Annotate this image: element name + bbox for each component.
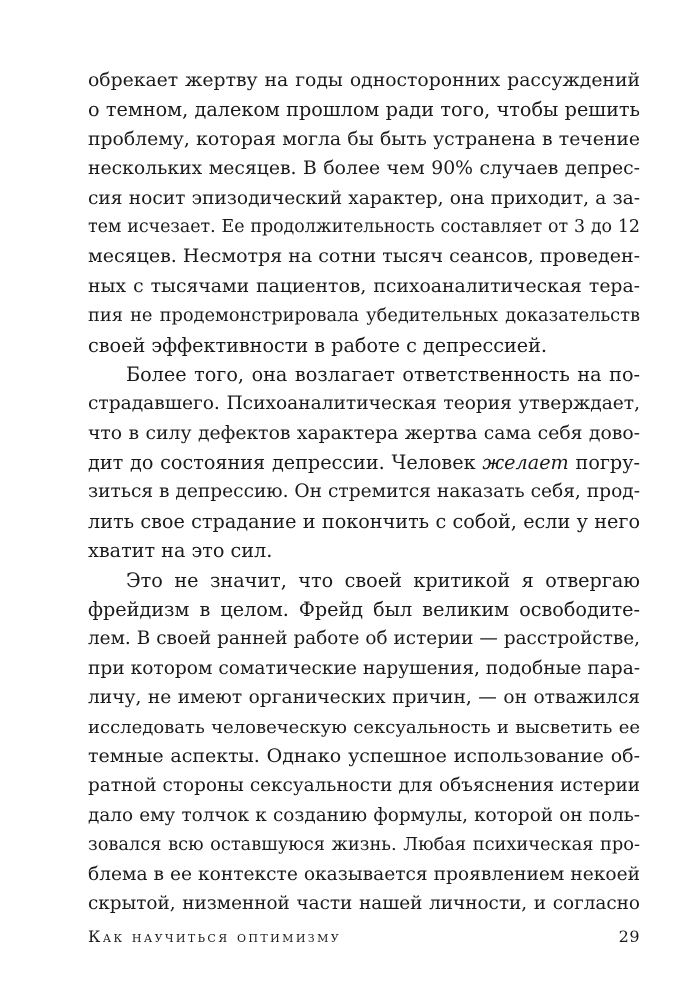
text-line: зиться в депрессию. Он стремится наказать себя, прод- [88,481,640,503]
page-body-text [88,66,640,918]
paragraph-2 [88,360,640,566]
text-line: хватит на это сил. [88,539,273,563]
text-fragment: погру- [568,451,640,475]
text-line: темные аспекты. Однако успешное использование об- [88,744,640,767]
text-line: Это не значит, что своей критикой я отвергаю [126,568,640,592]
emphasized-word: желает [482,451,569,475]
text-line: личу, не имеют органических причин, — он отважился [88,687,640,709]
text-line: дало ему толчок к созданию формулы, которой он поль- [88,804,640,826]
text-line: страдавшего. Психоаналитическая теория утверждает, [88,393,640,415]
paragraph-1 [88,66,640,360]
page-footer [88,924,640,950]
text-line: пия не продемонстрировала убедительных доказательств [88,305,640,327]
text-line-with-emphasis [88,448,640,477]
text-line: скрытой, низменной части нашей личности, и согласно [88,892,640,914]
text-line: что в силу дефектов характера жертва сама себя дово- [88,422,640,444]
text-line: блема в ее контексте оказывается проявлением некоей [88,863,640,885]
text-line: тем исчезает. Ее продолжительность составляет от 3 до 12 [88,216,640,237]
text-line: ных с тысячами пациентов, психоаналитическая тера- [88,275,640,297]
paragraph-3 [88,566,640,919]
text-line: при котором соматические нарушения, подобные пара- [88,657,641,679]
text-line: проблему, которая могла бы быть устранена в течение [88,128,640,150]
text-line: нескольких месяцев. В более чем 90% случаев депрес- [88,158,640,180]
page-number: 29 [618,927,640,946]
text-line: зовался всю оставшуюся жизнь. Любая психическая про- [88,834,640,856]
text-line: лем. В своей ранней работе об истерии — расстройстве, [88,628,640,650]
text-line: лить свое страдание и покончить с собой, если у него [88,509,640,533]
text-line: сия носит эпизодический характер, она приходит, а за- [88,187,640,209]
text-line: о темном, далеком прошлом ради того, чтобы решить [88,98,640,122]
text-line: своей эффективности в работе с депрессией. [88,333,548,357]
text-line: исследовать человеческую сексуальность и высветить ее [88,716,640,738]
text-line: обрекает жертву на годы односторонних рассуждений [88,70,640,91]
text-line: месяцев. Несмотря на сотни тысяч сеансов, проведен- [88,245,641,268]
text-fragment: дит до состояния депрессии. Человек [88,451,483,475]
text-line: ратной стороны сексуальности для объяснения истерии [88,775,640,797]
text-line: фрейдизм в целом. Фрейд был великим освободите- [88,598,640,622]
running-title: Как научиться оптимизму [88,927,342,946]
text-line: Более того, она возлагает ответственность на по- [126,362,640,386]
